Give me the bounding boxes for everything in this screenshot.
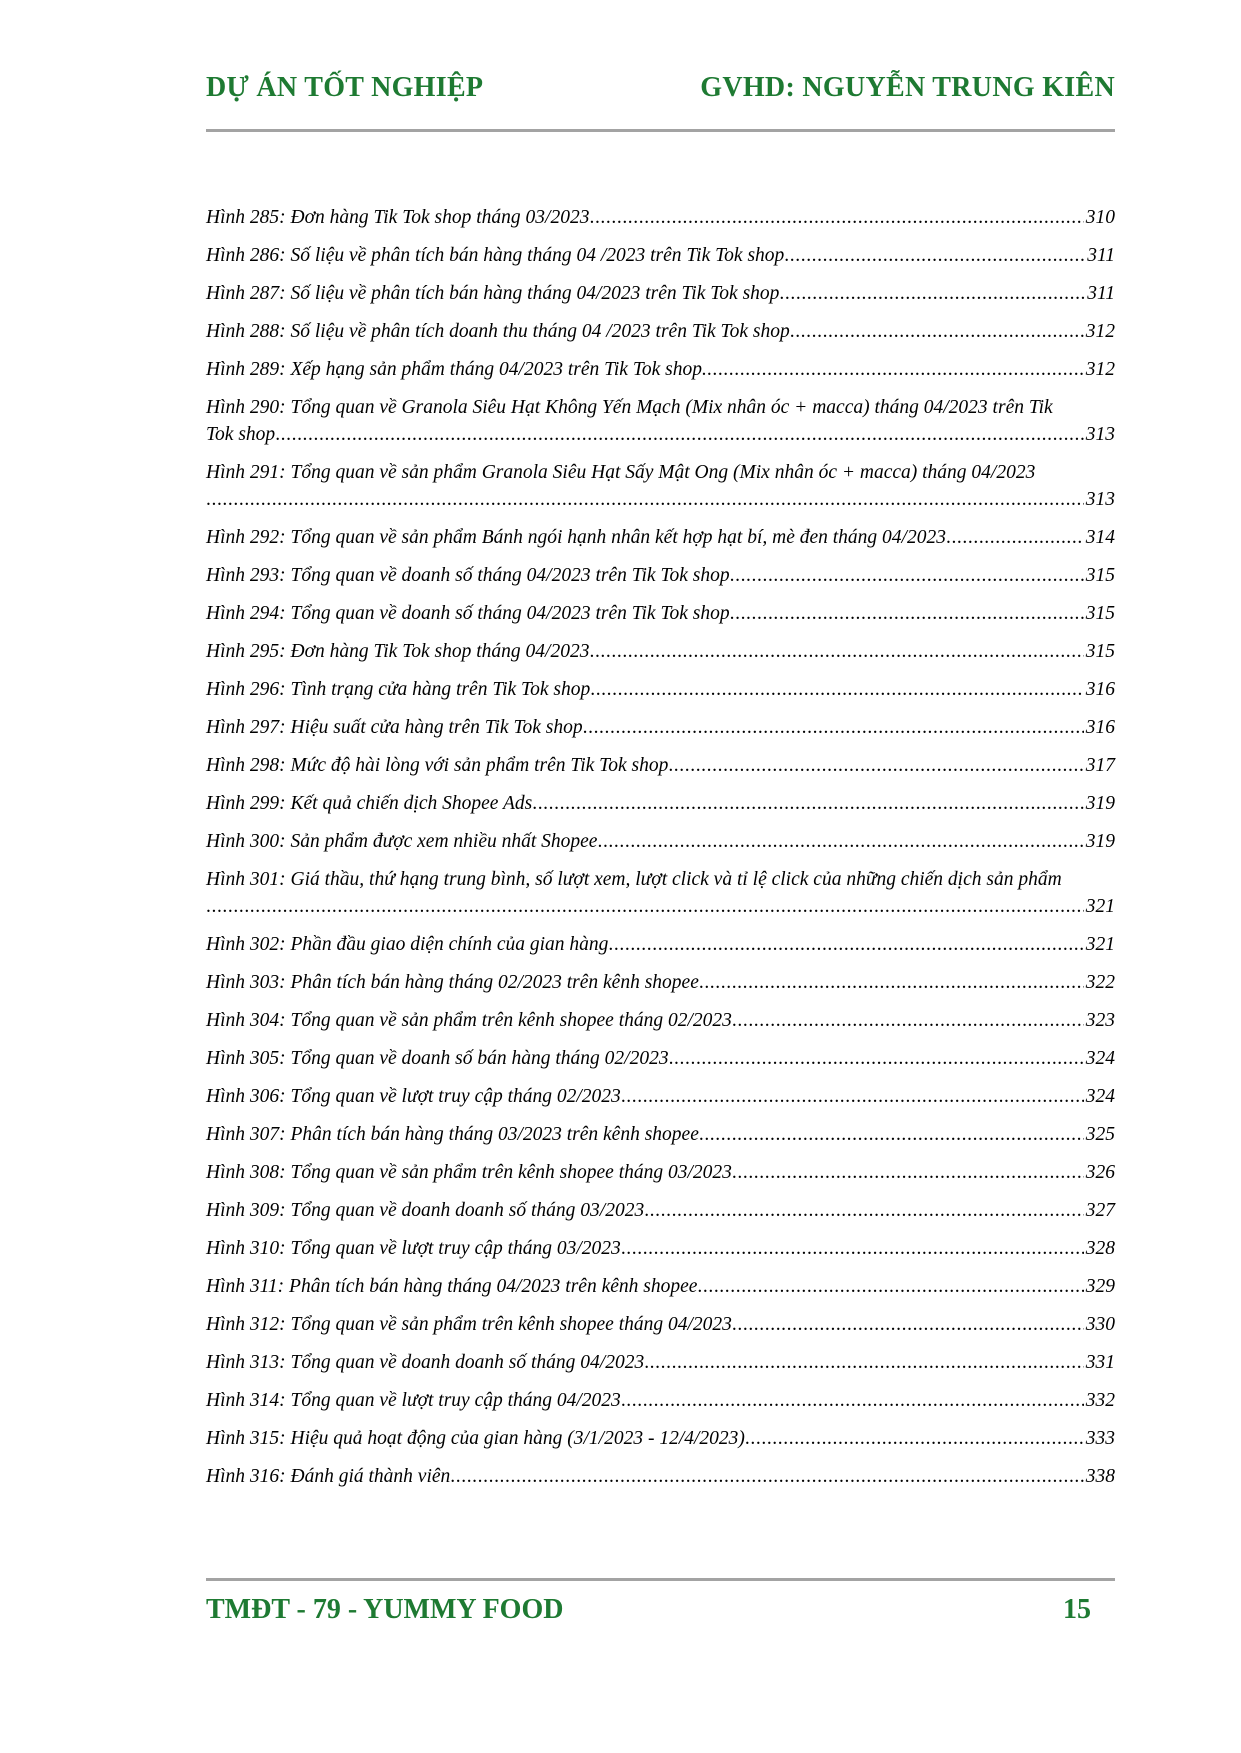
toc-entry[interactable] — [206, 459, 1115, 513]
toc-dot-leader — [784, 242, 1085, 269]
toc-page-number: 313 — [1085, 489, 1115, 510]
toc-page-number: 331 — [1085, 1352, 1115, 1373]
toc-dot-leader — [644, 1349, 1084, 1376]
toc-dot-leader — [275, 421, 1084, 448]
toc-entry[interactable] — [206, 356, 1115, 383]
toc-entry[interactable] — [206, 600, 1115, 627]
toc-entry-label: Hình 303: Phân tích bán hàng tháng 02/2023 trên kênh shopee — [206, 972, 699, 993]
toc-dot-leader — [590, 676, 1084, 703]
toc-dot-leader — [206, 893, 1084, 920]
toc-page-number: 312 — [1085, 321, 1115, 342]
toc-entry-label: Hình 316: Đánh giá thành viên — [206, 1466, 451, 1487]
table-of-figures — [206, 204, 1115, 1501]
toc-dot-leader — [732, 1007, 1084, 1034]
toc-dot-leader — [707, 356, 1084, 383]
toc-page-number: 325 — [1085, 1124, 1115, 1145]
toc-entry-label: Hình 288: Số liệu về phân tích doanh thu tháng 04 /2023 trên Tik Tok shop — [206, 321, 790, 342]
toc-page-number: 321 — [1085, 896, 1115, 917]
toc-entry[interactable] — [206, 1273, 1115, 1300]
toc-page-number: 333 — [1085, 1428, 1115, 1449]
toc-entry-label: Hình 314: Tổng quan về lượt truy cập tháng 04/2023 — [206, 1390, 621, 1411]
toc-dot-leader — [206, 486, 1084, 513]
header-advisor: GVHD: NGUYỄN TRUNG KIÊN — [700, 72, 1115, 103]
toc-dot-leader — [597, 828, 1083, 855]
toc-entry[interactable] — [206, 1349, 1115, 1376]
toc-entry[interactable] — [206, 790, 1115, 817]
toc-entry-label: Hình 298: Mức độ hài lòng với sản phẩm trên Tik Tok shop — [206, 755, 669, 776]
toc-entry[interactable] — [206, 638, 1115, 665]
toc-dot-leader — [621, 1387, 1084, 1414]
toc-dot-leader — [779, 280, 1085, 307]
toc-entry[interactable] — [206, 714, 1115, 741]
toc-entry-label: Hình 285: Đơn hàng Tik Tok shop tháng 03/2023 — [206, 207, 590, 228]
footer-divider — [206, 1578, 1115, 1581]
toc-dot-leader — [699, 969, 1084, 996]
toc-page-number: 316 — [1085, 679, 1115, 700]
toc-entry[interactable] — [206, 1387, 1115, 1414]
toc-dot-leader — [621, 1083, 1084, 1110]
toc-page-number: 338 — [1085, 1466, 1115, 1487]
toc-entry-label: Hình 289: Xếp hạng sản phẩm tháng 04/2023 trên Tik Tok shop. — [206, 359, 707, 380]
toc-page-number: 316 — [1085, 717, 1115, 738]
toc-entry-label: Hình 297: Hiệu suất cửa hàng trên Tik Tok shop — [206, 717, 583, 738]
toc-entry[interactable] — [206, 752, 1115, 779]
toc-dot-leader — [669, 1045, 1084, 1072]
toc-entry[interactable] — [206, 1159, 1115, 1186]
toc-dot-leader — [730, 562, 1084, 589]
toc-entry[interactable] — [206, 1007, 1115, 1034]
toc-entry[interactable] — [206, 318, 1115, 345]
toc-page-number: 315 — [1085, 641, 1115, 662]
toc-page-number: 330 — [1085, 1314, 1115, 1335]
toc-page-number: 310 — [1085, 207, 1115, 228]
toc-dot-leader — [730, 600, 1084, 627]
toc-entry-label: Hình 299: Kết quả chiến dịch Shopee Ads — [206, 793, 533, 814]
toc-page-number: 322 — [1085, 972, 1115, 993]
toc-page-number: 319 — [1085, 793, 1115, 814]
toc-entry-label: Hình 287: Số liệu về phân tích bán hàng tháng 04/2023 trên Tik Tok shop — [206, 283, 780, 304]
toc-entry-label: Hình 296: Tình trạng cửa hàng trên Tik Tok shop — [206, 679, 591, 700]
footer-title: TMĐT - 79 - YUMMY FOOD — [206, 1594, 564, 1625]
toc-entry-label: Tok shop — [206, 424, 276, 445]
toc-page-number: 319 — [1085, 831, 1115, 852]
toc-dot-leader — [589, 638, 1083, 665]
toc-entry[interactable] — [206, 969, 1115, 996]
toc-page-number: 314 — [1085, 527, 1115, 548]
toc-entry[interactable] — [206, 394, 1115, 448]
toc-page-number: 332 — [1085, 1390, 1115, 1411]
toc-page-number: 326 — [1085, 1162, 1115, 1183]
toc-page-number: 315 — [1085, 603, 1115, 624]
toc-entry[interactable] — [206, 866, 1115, 920]
toc-entry-label: Hình 315: Hiệu quả hoạt động của gian hàng (3/1/2023 - 12/4/2023) — [206, 1428, 745, 1449]
toc-page-number: 312 — [1085, 359, 1115, 380]
toc-entry[interactable] — [206, 1197, 1115, 1224]
toc-entry-label: Hình 294: Tổng quan về doanh số tháng 04/2023 trên Tik Tok shop — [206, 603, 730, 624]
toc-entry[interactable] — [206, 280, 1115, 307]
toc-entry[interactable] — [206, 204, 1115, 231]
toc-dot-leader — [450, 1463, 1083, 1490]
toc-entry[interactable] — [206, 1463, 1115, 1490]
toc-dot-leader — [732, 1311, 1084, 1338]
toc-entry-label: Hình 308: Tổng quan về sản phẩm trên kênh shopee tháng 03/2023 — [206, 1162, 732, 1183]
toc-entry[interactable] — [206, 562, 1115, 589]
toc-entry[interactable] — [206, 1083, 1115, 1110]
toc-entry[interactable] — [206, 676, 1115, 703]
toc-page-number: 311 — [1087, 245, 1115, 266]
toc-entry[interactable] — [206, 242, 1115, 269]
toc-entry[interactable] — [206, 524, 1115, 551]
toc-page-number: 328 — [1085, 1238, 1115, 1259]
toc-entry[interactable] — [206, 1425, 1115, 1452]
toc-entry-label: Hình 293: Tổng quan về doanh số tháng 04/2023 trên Tik Tok shop — [206, 565, 730, 586]
toc-entry-label: Hình 309: Tổng quan về doanh doanh số tháng 03/2023 — [206, 1200, 645, 1221]
toc-page-number: 323 — [1085, 1010, 1115, 1031]
toc-dot-leader — [790, 318, 1084, 345]
toc-page-number: 321 — [1085, 934, 1115, 955]
toc-entry-label: Hình 292: Tổng quan về sản phẩm Bánh ngói hạnh nhân kết hợp hạt bí, mè đen tháng 04/2023 — [206, 527, 946, 548]
toc-entry-label: Hình 302: Phần đầu giao diện chính của gian hàng — [206, 934, 609, 955]
toc-entry-label: Hình 306: Tổng quan về lượt truy cập tháng 02/2023 — [206, 1086, 621, 1107]
toc-dot-leader — [668, 752, 1083, 779]
toc-entry-label: Hình 301: Giá thầu, thứ hạng trung bình, số lượt xem, lượt click và tỉ lệ click của những chiến dịch sản phẩm — [206, 869, 1062, 890]
toc-dot-leader — [532, 790, 1084, 817]
toc-dot-leader — [621, 1235, 1084, 1262]
toc-entry-label: Hình 312: Tổng quan về sản phẩm trên kênh shopee tháng 04/2023 — [206, 1314, 732, 1335]
toc-dot-leader — [644, 1197, 1084, 1224]
toc-entry[interactable] — [206, 1311, 1115, 1338]
toc-entry-label: Hình 304: Tổng quan về sản phẩm trên kênh shopee tháng 02/2023 — [206, 1010, 732, 1031]
toc-entry-label: Hình 310: Tổng quan về lượt truy cập tháng 03/2023 — [206, 1238, 621, 1259]
toc-entry[interactable] — [206, 931, 1115, 958]
toc-entry[interactable] — [206, 1045, 1115, 1072]
toc-entry-label: Hình 307: Phân tích bán hàng tháng 03/2023 trên kênh shopee — [206, 1124, 699, 1145]
toc-dot-leader — [608, 931, 1083, 958]
toc-entry-label: Hình 305: Tổng quan về doanh số bán hàng tháng 02/2023 — [206, 1048, 669, 1069]
toc-entry[interactable] — [206, 1121, 1115, 1148]
toc-entry-label: Hình 295: Đơn hàng Tik Tok shop tháng 04/2023 — [206, 641, 590, 662]
toc-entry-label: Hình 290: Tổng quan về Granola Siêu Hạt Không Yến Mạch (Mix nhân óc + macca) tháng 04/2023 trên Tik — [206, 397, 1053, 418]
toc-page-number: 329 — [1085, 1276, 1115, 1297]
header-divider — [206, 129, 1115, 132]
toc-entry-label: Hình 313: Tổng quan về doanh doanh số tháng 04/2023 — [206, 1352, 645, 1373]
page-number: 15 — [1063, 1594, 1091, 1625]
toc-entry-label: Hình 286: Số liệu về phân tích bán hàng tháng 04 /2023 trên Tik Tok shop — [206, 245, 785, 266]
toc-dot-leader — [745, 1425, 1084, 1452]
toc-page-number: 315 — [1085, 565, 1115, 586]
toc-page-number: 317 — [1085, 755, 1115, 776]
toc-dot-leader — [732, 1159, 1084, 1186]
toc-page-number: 324 — [1085, 1086, 1115, 1107]
toc-dot-leader — [946, 524, 1084, 551]
toc-entry-label: Hình 291: Tổng quan về sản phẩm Granola Siêu Hạt Sấy Mật Ong (Mix nhân óc + macca) tháng 04/2023 — [206, 462, 1036, 483]
toc-page-number: 311 — [1087, 283, 1115, 304]
toc-entry-label: Hình 300: Sản phẩm được xem nhiều nhất Shopee — [206, 831, 598, 852]
toc-dot-leader — [589, 204, 1083, 231]
toc-entry[interactable] — [206, 1235, 1115, 1262]
toc-entry-label: Hình 311: Phân tích bán hàng tháng 04/2023 trên kênh shopee — [206, 1276, 698, 1297]
toc-page-number: 327 — [1085, 1200, 1115, 1221]
header-title: DỰ ÁN TỐT NGHIỆP — [206, 72, 484, 103]
toc-dot-leader — [583, 714, 1084, 741]
toc-entry[interactable] — [206, 828, 1115, 855]
toc-dot-leader — [697, 1273, 1083, 1300]
toc-page-number: 324 — [1085, 1048, 1115, 1069]
toc-dot-leader — [699, 1121, 1084, 1148]
toc-page-number: 313 — [1085, 424, 1115, 445]
